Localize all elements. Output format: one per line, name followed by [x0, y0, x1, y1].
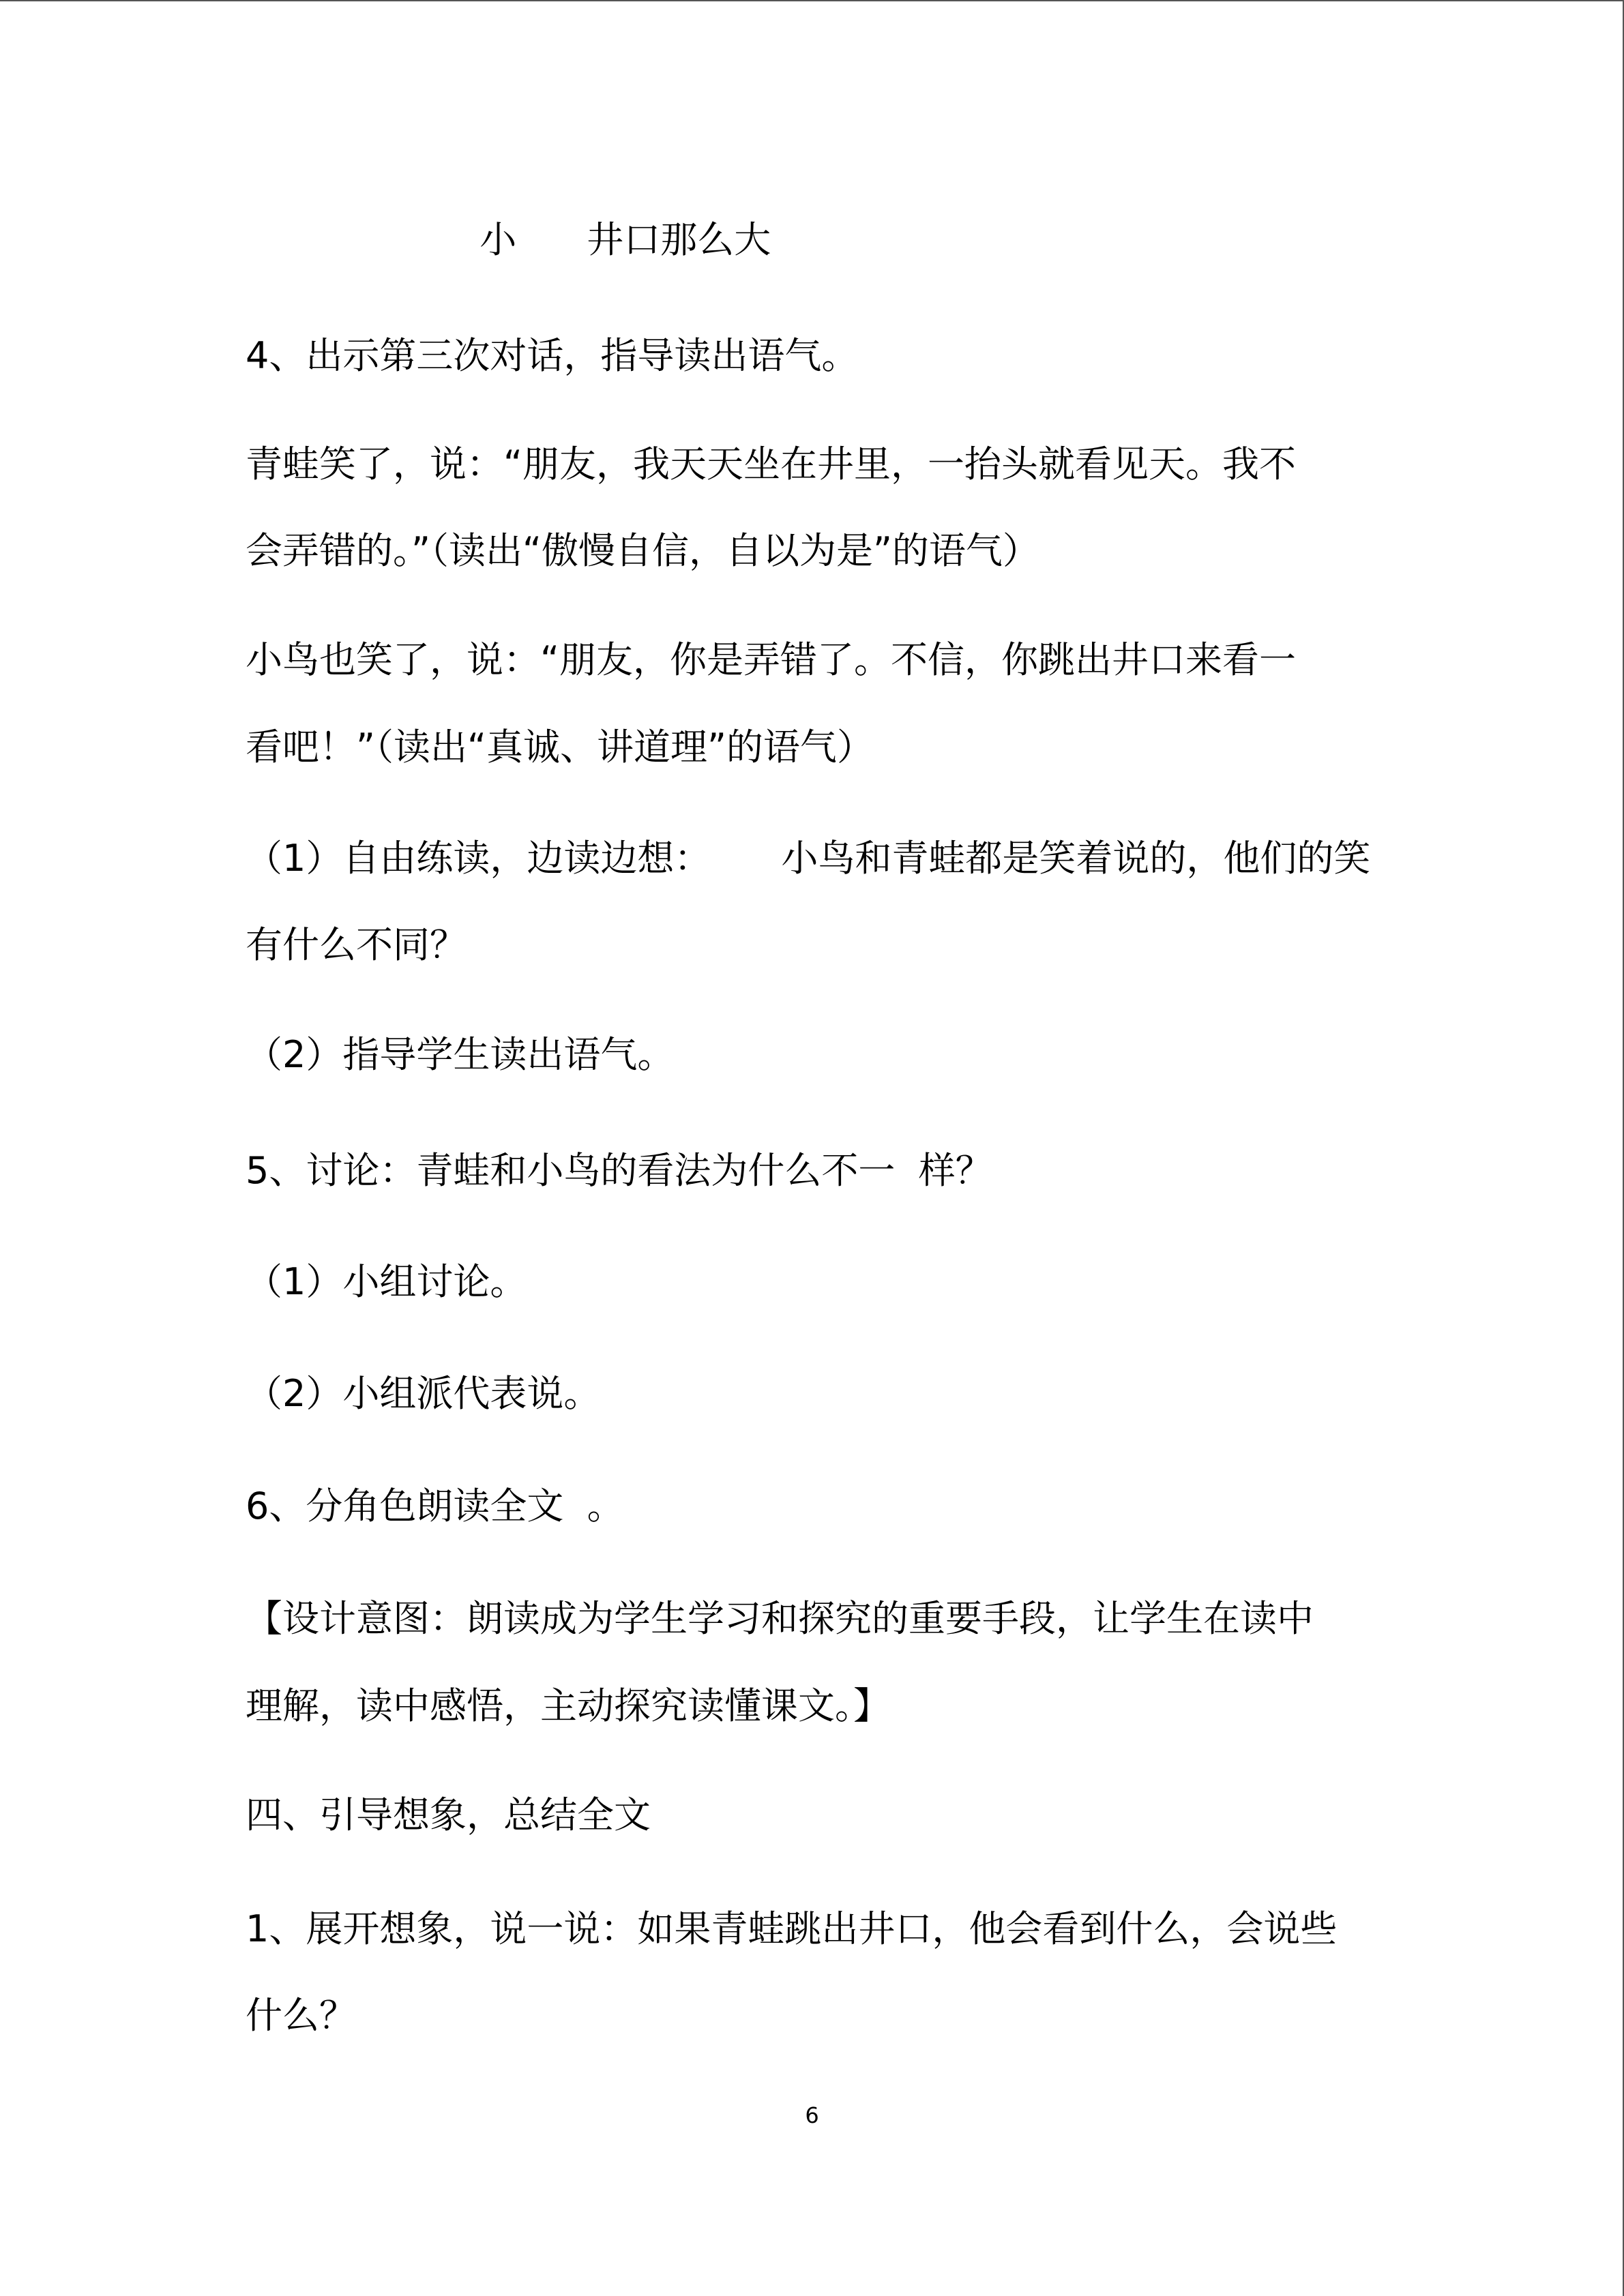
text-line-10: 5、讨论：青蛙和小鸟的看法为什么不一 样？: [246, 1149, 992, 1192]
text-line-4: 会弄错的。”（读出“傲慢自信，自以为是”的语气）: [246, 529, 1039, 572]
text-line-6: 看吧！”（读出“真诚、讲道理”的语气）: [246, 726, 874, 769]
text-line-8: 有什么不同？: [246, 923, 467, 966]
text-line-1: 小 井口那么大: [246, 218, 771, 261]
text-line-12: （2）小组派代表说。: [246, 1372, 601, 1415]
text-line-7: （1）自由练读，边读边想： 小鸟和青蛙都是笑着说的，他们的笑: [246, 837, 1371, 880]
text-line-16: 四、引导想象，总结全文: [246, 1793, 651, 1836]
text-line-2: 4、出示第三次对话，指导读出语气。: [246, 334, 859, 377]
text-line-18: 什么？: [246, 1994, 356, 2037]
text-line-11: （1）小组讨论。: [246, 1260, 527, 1303]
text-line-15: 理解，读中感悟，主动探究读懂课文。】: [246, 1684, 890, 1727]
text-line-3: 青蛙笑了，说：“朋友，我天天坐在井里，一抬头就看见天。我不: [246, 443, 1296, 486]
text-line-5: 小鸟也笑了，说：“朋友，你是弄错了。不信，你跳出井口来看一: [246, 638, 1296, 681]
text-line-14: 【设计意图：朗读成为学生学习和探究的重要手段，让学生在读中: [246, 1597, 1314, 1640]
text-line-17: 1、展开想象，说一说：如果青蛙跳出井口，他会看到什么，会说些: [246, 1907, 1338, 1950]
page-number: 6: [805, 2102, 819, 2128]
text-line-9: （2）指导学生读出语气。: [246, 1033, 675, 1076]
text-line-13: 6、分角色朗读全文 。: [246, 1485, 624, 1527]
